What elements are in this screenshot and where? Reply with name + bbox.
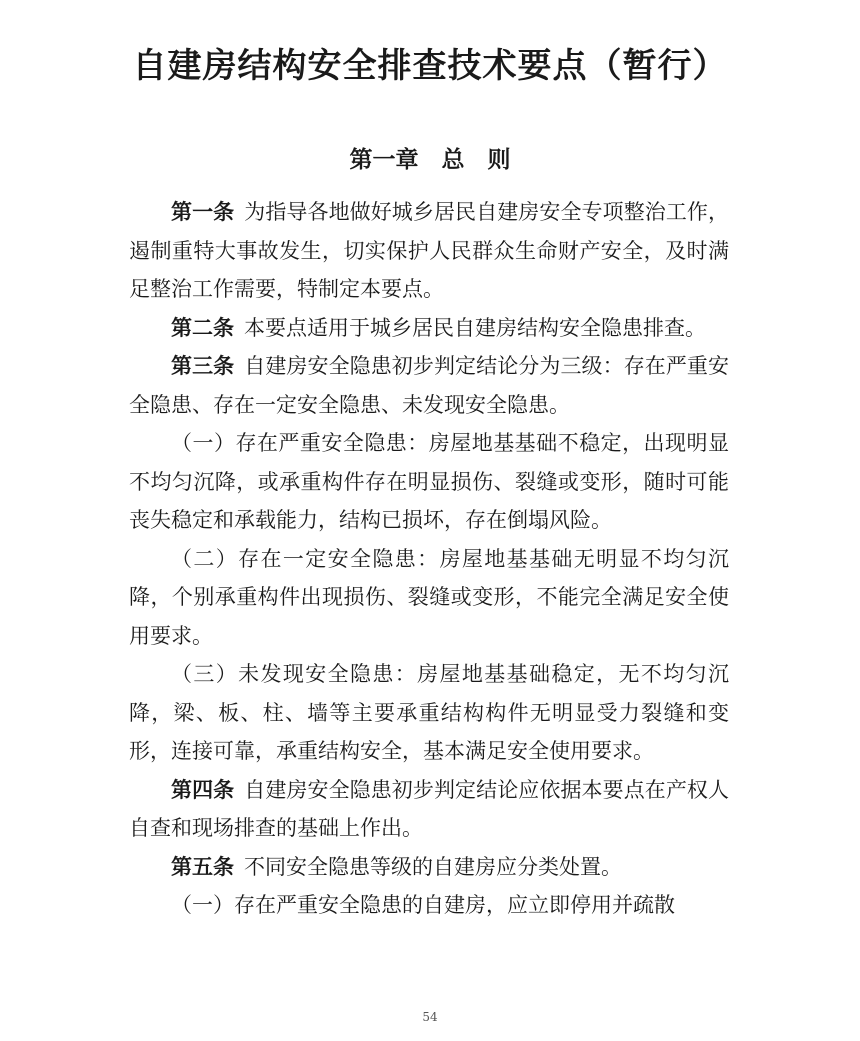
paragraph-item-5-1 <box>129 886 729 925</box>
article-label: 第五条 <box>171 854 234 879</box>
article-label: 第四条 <box>171 777 235 802</box>
paragraph-article-4 <box>129 771 729 848</box>
paragraph-item-3 <box>129 655 729 771</box>
document-body <box>129 193 729 925</box>
paragraph-article-5 <box>129 848 729 887</box>
paragraph-text: （一）存在严重安全隐患的自建房，应立即停用并疏散 <box>171 893 675 917</box>
paragraph-article-2 <box>129 309 729 348</box>
paragraph-text: 自建房安全隐患初步判定结论分为三级：存在严重安全隐患、存在一定安全隐患、未发现安全隐患。 <box>129 354 730 417</box>
paragraph-article-1 <box>129 193 729 309</box>
paragraph-text: （二）存在一定安全隐患：房屋地基基础无明显不均匀沉降，个别承重构件出现损伤、裂缝或变形，不能完全满足安全使用要求。 <box>129 546 729 648</box>
paragraph-text: 不同安全隐患等级的自建房应分类处置。 <box>244 854 622 879</box>
paragraph-text: （一）存在严重安全隐患：房屋地基基础不稳定，出现明显不均匀沉降，或承重构件存在明显损伤、裂缝或变形，随时可能丧失稳定和承载能力，结构已损坏，存在倒塌风险。 <box>129 431 729 532</box>
article-label: 第三条 <box>171 354 235 378</box>
article-label: 第一条 <box>171 200 235 224</box>
chapter-title: 第一章 总 则 <box>349 147 511 173</box>
paragraph-text: 自建房安全隐患初步判定结论应依据本要点在产权人自查和现场排查的基础上作出。 <box>129 777 730 840</box>
document-title: 自建房结构安全排查技术要点（暂行） <box>132 46 728 86</box>
paragraph-item-2 <box>129 540 729 656</box>
paragraph-item-1 <box>129 424 729 540</box>
paragraph-text: 本要点适用于城乡居民自建房结构安全隐患排查。 <box>244 315 706 340</box>
paragraph-text: 为指导各地做好城乡居民自建房安全专项整治工作，遏制重特大事故发生，切实保护人民群众生命财产安全，及时满足整治工作需要，特制定本要点。 <box>129 200 730 301</box>
article-label: 第二条 <box>171 315 234 340</box>
paragraph-article-3 <box>129 347 729 424</box>
paragraph-text: （三）未发现安全隐患：房屋地基基础稳定，无不均匀沉降，梁、板、柱、墙等主要承重结构构件无明显受力裂缝和变形，连接可靠，承重结构安全，基本满足安全使用要求。 <box>129 662 729 763</box>
page-number: 54 <box>422 1010 438 1024</box>
